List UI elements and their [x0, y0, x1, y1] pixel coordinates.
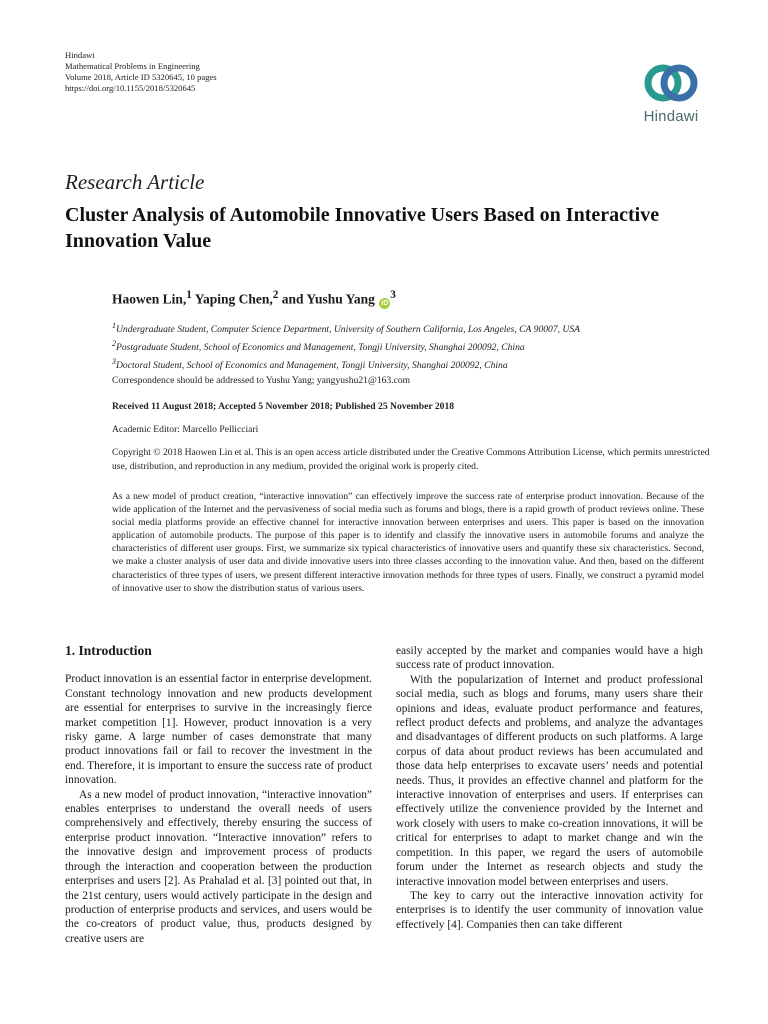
affiliation-item — [112, 355, 712, 373]
journal-publisher: Hindawi — [65, 50, 95, 60]
publication-dates: Received 11 August 2018; Accepted 5 November 2018; Published 25 November 2018 — [112, 401, 455, 412]
affiliation-item — [112, 319, 712, 337]
body-column-right — [396, 644, 703, 932]
body-column-left — [65, 644, 372, 946]
author-sup: 2 — [272, 289, 279, 301]
paragraph: As a new model of product innovation, “interactive innovation” enables enterprises to understand the overall needs of users comprehensively and effectively, thereby ensuring the success of enterprise product innovation. “Interactive innovation” refers to the innovative design and improvement process of products through the interaction and cooperation between the production enterprises and users [2]. As Prahalad et al. [3] pointed out that, in the 21st century, users would actively participate in the design and production of enterprise products and services, and users would be the co-creators of product value, thus, products designed by creative users are — [65, 788, 372, 945]
affiliation-sup: 2 — [112, 339, 116, 349]
correspondence: Correspondence should be addressed to Yushu Yang; yangyushu21@163.com — [112, 375, 411, 386]
affiliations — [112, 319, 712, 374]
section-heading: 1. Introduction — [65, 643, 152, 658]
affiliation-sup: 1 — [112, 321, 116, 330]
logo-text: Hindawi — [643, 108, 699, 125]
paragraph: The key to carry out the interactive innovation activity for enterprises is to identify the user community of innovation value effectively [4]. Companies then can take different — [396, 889, 703, 931]
journal-doi[interactable]: https://doi.org/10.1155/2018/5320645 — [65, 83, 196, 93]
article-type: Research Article — [65, 170, 205, 194]
affiliation-text: Postgraduate Student, School of Economics and Management, Tongji University, Shanghai 200092, China — [116, 342, 525, 354]
paragraph: Product innovation is an essential factor in enterprise development. Constant technology innovation and new products development are essential for enterprises to survive in the increasingly fierce market competition [1]. However, product innovation is a very risky game. A large number of cases demonstrate that many product innovations fail or fail to recover the investment in the end. Therefore, it is important to ensure the success rate of product innovation. — [65, 673, 372, 787]
author-sup: 1 — [186, 289, 192, 301]
journal-name: Mathematical Problems in Engineering — [65, 61, 200, 71]
hindawi-logo-icon — [642, 60, 700, 106]
journal-volume: Volume 2018, Article ID 5320645, 10 pages — [65, 72, 217, 82]
paragraph: easily accepted by the market and companies would have a high success rate of product innovation. — [396, 645, 703, 672]
author-sup: 3 — [390, 289, 396, 301]
paragraph: With the popularization of Internet and product professional social media, such as blogs and forums, many users share their opinions and ideas, evaluate product performance and features, reflect product defects and problems, and analyze the advantages and disadvantages of different products on such platforms. A large corpus of data about product reviews has been accumulated and those data help enterprises to excavate users’ needs and potential needs. Thus, it provides an effective channel and platform for the interactive innovation of enterprises and users. If enterprises can effectively utilize the convenience provided by the Internet and work closely with users to make co-creation innovations, it will be critical for enterprises to adapt to market change and win the competition. In this paper, we regard the users of automobile forum under the Internet as research objects and study the interactive innovation model between enterprises and users. — [396, 673, 703, 888]
orcid-icon[interactable]: iD — [381, 299, 389, 307]
affiliation-sup: 3 — [112, 357, 116, 367]
author-name: and Yushu Yang — [281, 291, 375, 307]
abstract: As a new model of product creation, “interactive innovation” can effectively improve the success rate of enterprise product innovation. Because of the wide application of the Internet and the pervasiveness of social media such as forums and blogs, there is a rapid growth of product reviews online. These social media platforms provide an effective channel for interactive innovation between enterprises and users. This paper is based on the innovation application of automobile products. The purpose of this paper is to identify and classify the innovative users in automobile forums and analyze the characteristics of different user groups. First, we summarize six typical characteristics of innovative users and quantify these six characteristics. Second, we make a cluster analysis of user data and divide innovative users into three classes according to the innovation value. And then, based on the different characteristics of three types of users, we present different interactive innovation methods for three types of users. Finally, we construct a pyramid model of innovative user to show the distribution status of various users. — [112, 491, 704, 594]
affiliation-text: Undergraduate Student, Computer Science Department, University of Southern California, Los Angeles, CA 90007, USA — [116, 324, 581, 336]
author-name: Haowen Lin, — [112, 291, 187, 307]
author-list — [112, 289, 396, 309]
hindawi-logo — [632, 60, 710, 125]
affiliation-text: Doctoral Student, School of Economics and Management, Tongji University, Shanghai 200092, China — [116, 360, 508, 372]
article-title: Cluster Analysis of Automobile Innovative Users Based on Interactive Innovation Value — [65, 204, 660, 252]
affiliation-item — [112, 337, 712, 355]
journal-info — [65, 50, 485, 94]
copyright-notice: Copyright © 2018 Haowen Lin et al. This is an open access article distributed under the Creative Commons Attribution License, which permits unrestricted use, distribution, and reproduction in any medium, provided the original work is properly cited. — [112, 447, 710, 472]
author-name: Yaping Chen, — [194, 291, 273, 307]
academic-editor: Academic Editor: Marcello Pellicciari — [112, 424, 259, 435]
